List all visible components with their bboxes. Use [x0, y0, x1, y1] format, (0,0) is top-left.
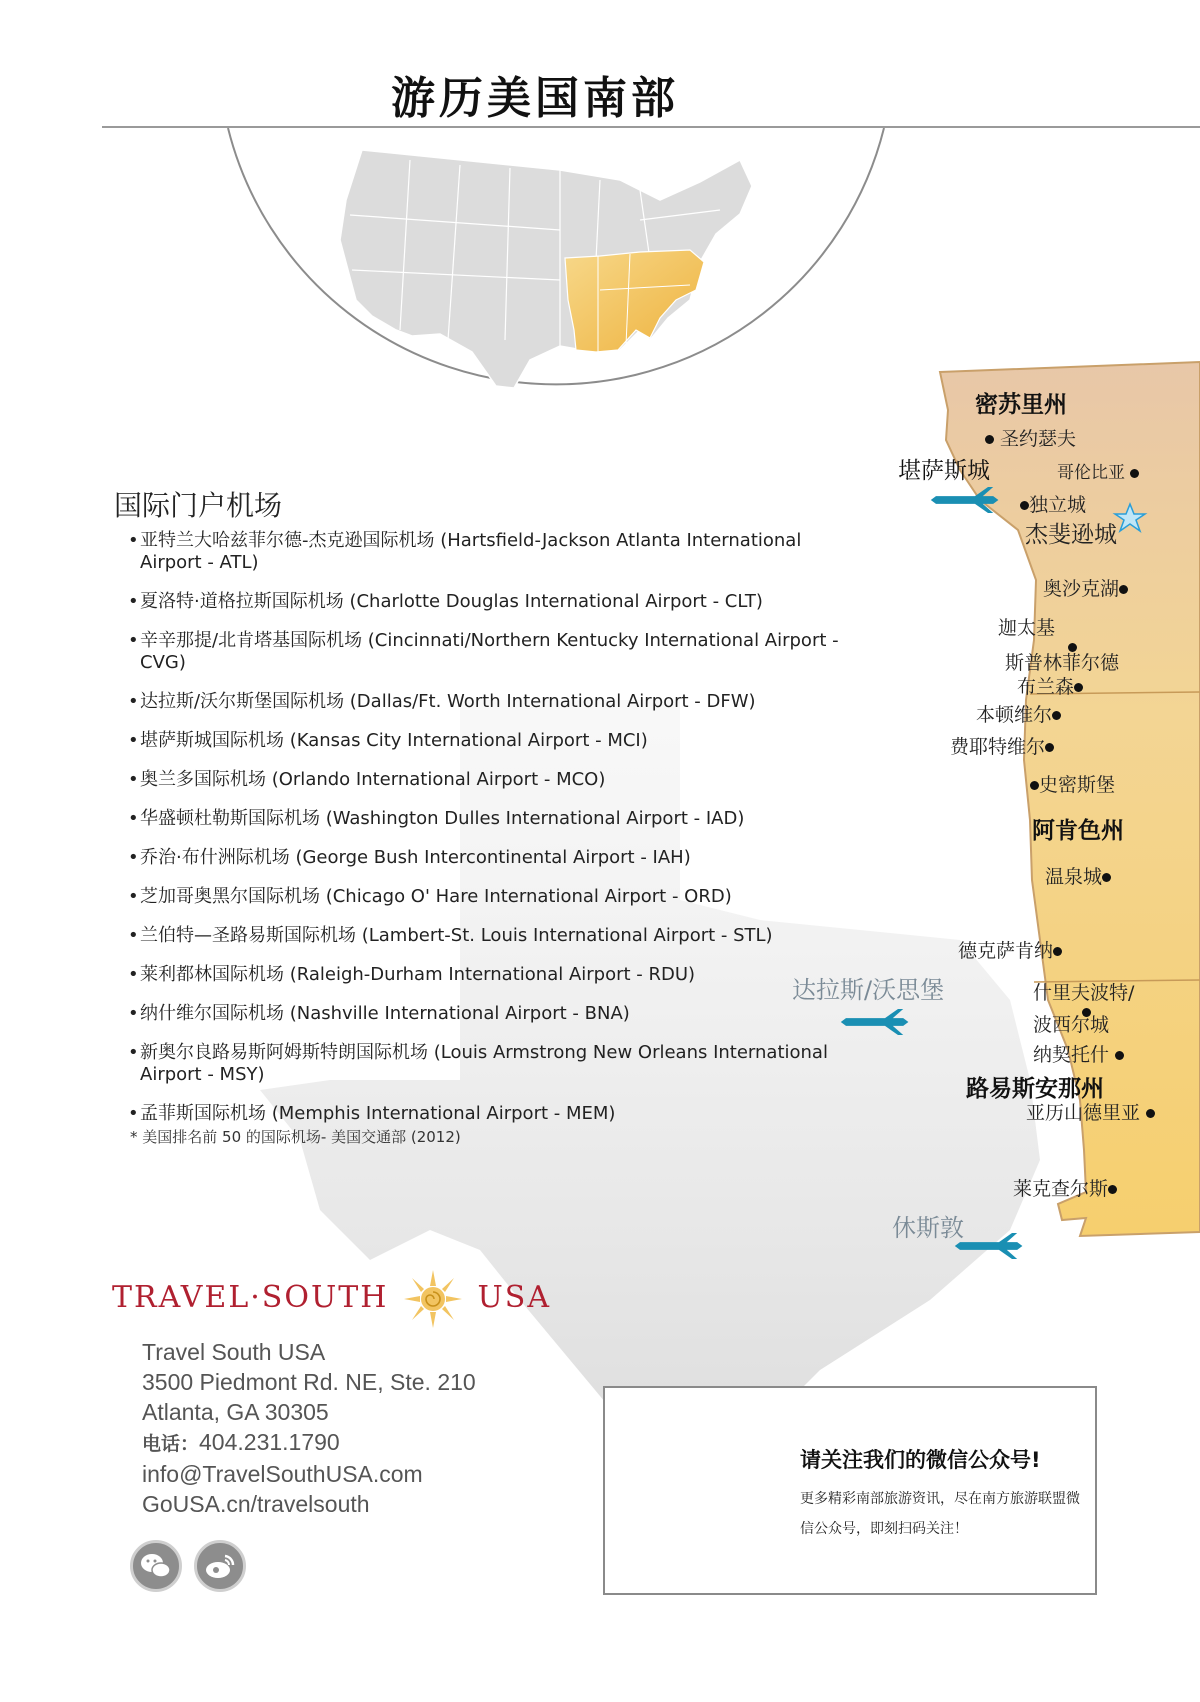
- city-label: [958, 936, 1062, 963]
- city-dot: [1108, 1185, 1117, 1194]
- city-label: [1033, 1040, 1124, 1067]
- city-dot: [1074, 683, 1083, 692]
- state-label-louisiana: 路易斯安那州: [966, 1076, 1104, 1102]
- city-name: 温泉城: [1045, 866, 1103, 888]
- city-dot: [1052, 711, 1061, 720]
- city-name: 费耶特维尔: [950, 736, 1046, 758]
- city-name: 史密斯堡: [1039, 774, 1116, 796]
- list-item: • 夏洛特·道格拉斯国际机场 (Charlotte Douglas International Airport - CLT): [128, 591, 848, 613]
- city-label: [1043, 574, 1128, 601]
- city-name: 独立城: [1029, 494, 1087, 516]
- contact-block: [142, 1337, 476, 1519]
- hub-label-houston: 休斯敦: [892, 1214, 964, 1242]
- city-name: 奥沙克湖: [1043, 578, 1120, 600]
- weibo-icon[interactable]: [194, 1540, 246, 1592]
- city-label: [985, 424, 1076, 451]
- hub-label-dallas: 达拉斯/沃思堡: [792, 976, 945, 1004]
- list-item: • 华盛顿杜勒斯国际机场 (Washington Dulles International Airport - IAD): [128, 808, 848, 830]
- city-label: 波西尔城: [1033, 1014, 1110, 1036]
- state-label-arkansas: 阿肯色州: [1032, 818, 1124, 844]
- city-name: 德克萨肯纳: [958, 940, 1054, 962]
- city-label: [1057, 458, 1139, 483]
- city-label: [1013, 1174, 1117, 1201]
- wechat-icon[interactable]: [130, 1540, 182, 1592]
- airport-list: [128, 530, 848, 1142]
- city-dot: [1130, 469, 1139, 478]
- wechat-description: 更多精彩南部旅游资讯，尽在南方旅游联盟微信公众号，即刻扫码关注！: [800, 1491, 1080, 1537]
- logo-text-right: USA: [477, 1280, 551, 1315]
- city-label: [1045, 862, 1111, 889]
- sun-logo-icon: [404, 1270, 462, 1328]
- city-dot: [1102, 873, 1111, 882]
- city-dot: [1020, 501, 1029, 510]
- city-name: 迦太基: [998, 617, 1056, 639]
- list-item: • 辛辛那提/北肯塔基国际机场 (Cincinnati/Northern Kentucky International Airport - CVG): [128, 630, 848, 674]
- city-dot: [1030, 781, 1039, 790]
- city-dot: [985, 435, 994, 444]
- list-item: • 达拉斯/沃尔斯堡国际机场 (Dallas/Ft. Worth International Airport - DFW): [128, 691, 848, 713]
- state-label-missouri: 密苏里州: [975, 392, 1067, 418]
- list-item: • 亚特兰大哈兹菲尔德-杰克逊国际机场 (Hartsfield-Jackson Atlanta International Airport - ATL): [128, 530, 848, 574]
- phone-number: 404.231.1790: [199, 1429, 340, 1455]
- address-line-1: 3500 Piedmont Rd. NE, Ste. 210: [142, 1369, 476, 1395]
- phone-label: 电话：: [142, 1433, 200, 1455]
- list-item: • 堪萨斯城国际机场 (Kansas City International Airport - MCI): [128, 730, 848, 752]
- city-label-capital: 杰斐逊城: [1025, 522, 1117, 548]
- title-divider: [102, 126, 1200, 128]
- city-name: 本顿维尔: [976, 704, 1053, 726]
- city-dot: [1146, 1109, 1155, 1118]
- logo-text-left: TRAVEL·SOUTH: [112, 1280, 389, 1315]
- city-label: [1030, 770, 1115, 797]
- address-line-2: Atlanta, GA 30305: [142, 1399, 329, 1425]
- city-label: [1020, 490, 1086, 517]
- plane-kansas-city-icon: [931, 487, 999, 513]
- city-name: 布兰森: [1017, 676, 1075, 698]
- city-label: [998, 613, 1055, 640]
- city-name: 圣约瑟夫: [1000, 428, 1077, 450]
- city-dot: [1045, 743, 1054, 752]
- city-label: 斯普林菲尔德: [1005, 652, 1120, 674]
- list-item: • 纳什维尔国际机场 (Nashville International Airport - BNA): [128, 1003, 848, 1025]
- list-item: • 兰伯特—圣路易斯国际机场 (Lambert-St. Louis International Airport - STL): [128, 925, 848, 947]
- city-label: [950, 732, 1054, 759]
- page-title: 游历美国南部: [391, 73, 679, 124]
- list-item: • 芝加哥奥黑尔国际机场 (Chicago O' Hare International Airport - ORD): [128, 886, 848, 908]
- city-name: 纳契托什: [1033, 1044, 1110, 1066]
- city-dot: [1053, 947, 1062, 956]
- list-item: • 孟菲斯国际机场 (Memphis International Airport - MEM): [128, 1103, 848, 1125]
- phone-line: [142, 1427, 476, 1459]
- city-dot: [1115, 1051, 1124, 1060]
- city-label: 什里夫波特/: [1033, 982, 1135, 1004]
- wechat-title: 请关注我们的微信公众号!: [800, 1448, 1041, 1472]
- city-label: [976, 700, 1061, 727]
- list-item: • 莱利都林国际机场 (Raleigh-Durham International Airport - RDU): [128, 964, 848, 986]
- email-link[interactable]: info@TravelSouthUSA.com: [142, 1461, 423, 1487]
- city-label: [1017, 672, 1083, 699]
- travel-south-logo: [112, 1270, 551, 1328]
- city-name: 哥伦比亚: [1057, 463, 1125, 483]
- list-item: • 新奥尔良路易斯阿姆斯特朗国际机场 (Louis Armstrong New Orleans International Airport - MSY): [128, 1042, 848, 1086]
- city-dot: [1119, 585, 1128, 594]
- list-item: • 奥兰多国际机场 (Orlando International Airport - MCO): [128, 769, 848, 791]
- city-label: [1026, 1098, 1155, 1125]
- hub-label-kansas-city: 堪萨斯城: [898, 458, 990, 484]
- city-name: 莱克查尔斯: [1013, 1178, 1109, 1200]
- website-link[interactable]: GoUSA.cn/travelsouth: [142, 1491, 370, 1517]
- city-name: 亚历山德里亚: [1026, 1102, 1141, 1124]
- section-heading: 国际门户机场: [114, 489, 283, 522]
- footnote: * 美国排名前 50 的国际机场- 美国交通部 (2012): [130, 1128, 461, 1146]
- org-name: Travel South USA: [142, 1339, 326, 1365]
- list-item: • 乔治·布什洲际机场 (George Bush Intercontinental Airport - IAH): [128, 847, 848, 869]
